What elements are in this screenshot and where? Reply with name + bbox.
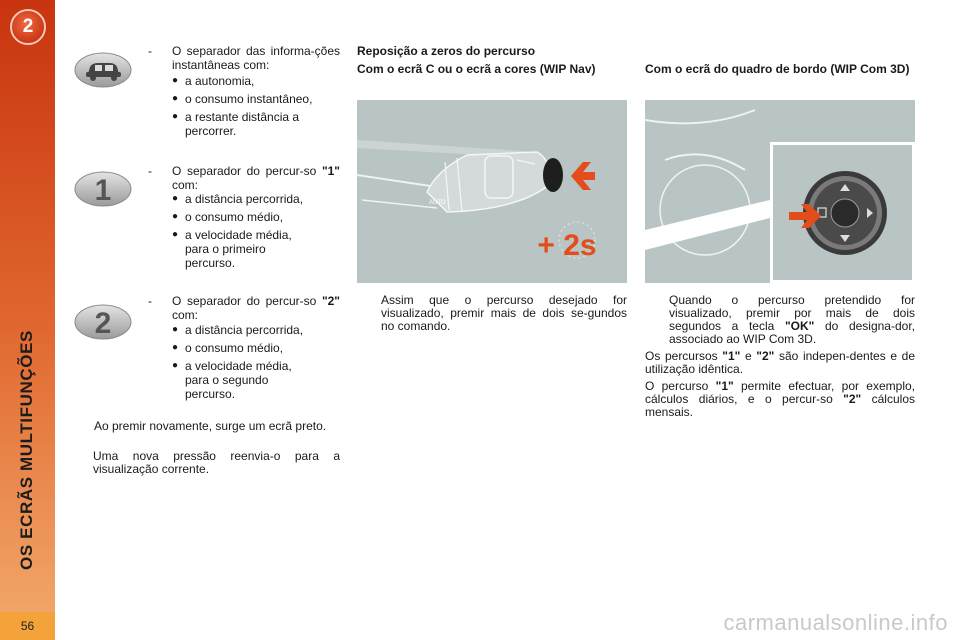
chapter-title: OS ECRÃS MULTIFUNÇÕES <box>17 330 36 570</box>
car-tab-intro: - O separador das informa-ções instantâneas com: <box>148 44 340 72</box>
trip-2-tab-intro: - O separador do percur-so "2" com: <box>148 294 340 322</box>
arrow-left-icon <box>571 162 595 190</box>
list-item: ● a distância percorrida, <box>172 323 304 337</box>
list-item: ● a autonomia, <box>172 74 255 88</box>
middle-instruction: Assim que o percurso desejado for visualizado, premir mais de dois se-gundos no comando. <box>381 293 627 333</box>
trip-1-tab-label: 1 <box>94 174 112 207</box>
list-item: ● a restante distância a percorrer. <box>172 110 300 138</box>
trips-independent-note: Os percursos "1" e "2" são indepen-dentes e de utilização idêntica. <box>645 349 915 376</box>
subheading-wip-com-3d: Com o ecrã do quadro de bordo (WIP Com 3D) <box>645 62 910 76</box>
trip-1-tab-icon <box>74 170 132 208</box>
trip-2-tab-label: 2 <box>94 307 112 340</box>
press-note-2: Uma nova pressão reenvia-o para a visualização corrente. <box>93 449 340 476</box>
subheading-screen-c: Com o ecrã C ou o ecrã a cores (WIP Nav) <box>357 62 596 76</box>
list-item: ● o consumo médio, <box>172 341 284 355</box>
page-number: 56 <box>0 612 55 640</box>
stalk-drawing <box>357 100 627 283</box>
stalk-auto-label: AUTO <box>429 200 446 206</box>
trip-1-tab-intro: - O separador do percur-so "1" com: <box>148 164 340 192</box>
stalk-illustration <box>357 100 627 283</box>
list-item: ● o consumo instantâneo, <box>172 92 313 106</box>
section-heading: Reposição a zeros do percurso <box>357 44 536 58</box>
right-instruction: Quando o percurso pretendido for visualizado, premir por mais de dois segundos a tecla "OK" do designa-dor, associado ao WIP Com 3D. <box>669 293 915 346</box>
list-item: ● a velocidade média, para o segundo percurso. <box>172 359 292 401</box>
steering-drawing <box>645 100 915 283</box>
list-item: ● a distância percorrida, <box>172 192 304 206</box>
steering-control-illustration <box>645 100 915 283</box>
trips-usage-note: O percurso "1" permite efectuar, por exemplo, cálculos diários, e o percur-so "2" cálculos mensais. <box>645 379 915 419</box>
chapter-sidebar <box>0 0 55 640</box>
hold-2s-label: + 2s <box>537 229 597 262</box>
watermark: carmanualsonline.info <box>723 610 948 635</box>
chapter-number-badge: 2 <box>10 9 46 45</box>
list-item: ● a velocidade média, para o primeiro percurso. <box>172 228 292 270</box>
list-item: ● o consumo médio, <box>172 210 284 224</box>
trip-2-tab-icon <box>74 303 132 341</box>
car-tab-icon <box>74 51 132 89</box>
press-note: Ao premir novamente, surge um ecrã preto. <box>94 419 327 433</box>
